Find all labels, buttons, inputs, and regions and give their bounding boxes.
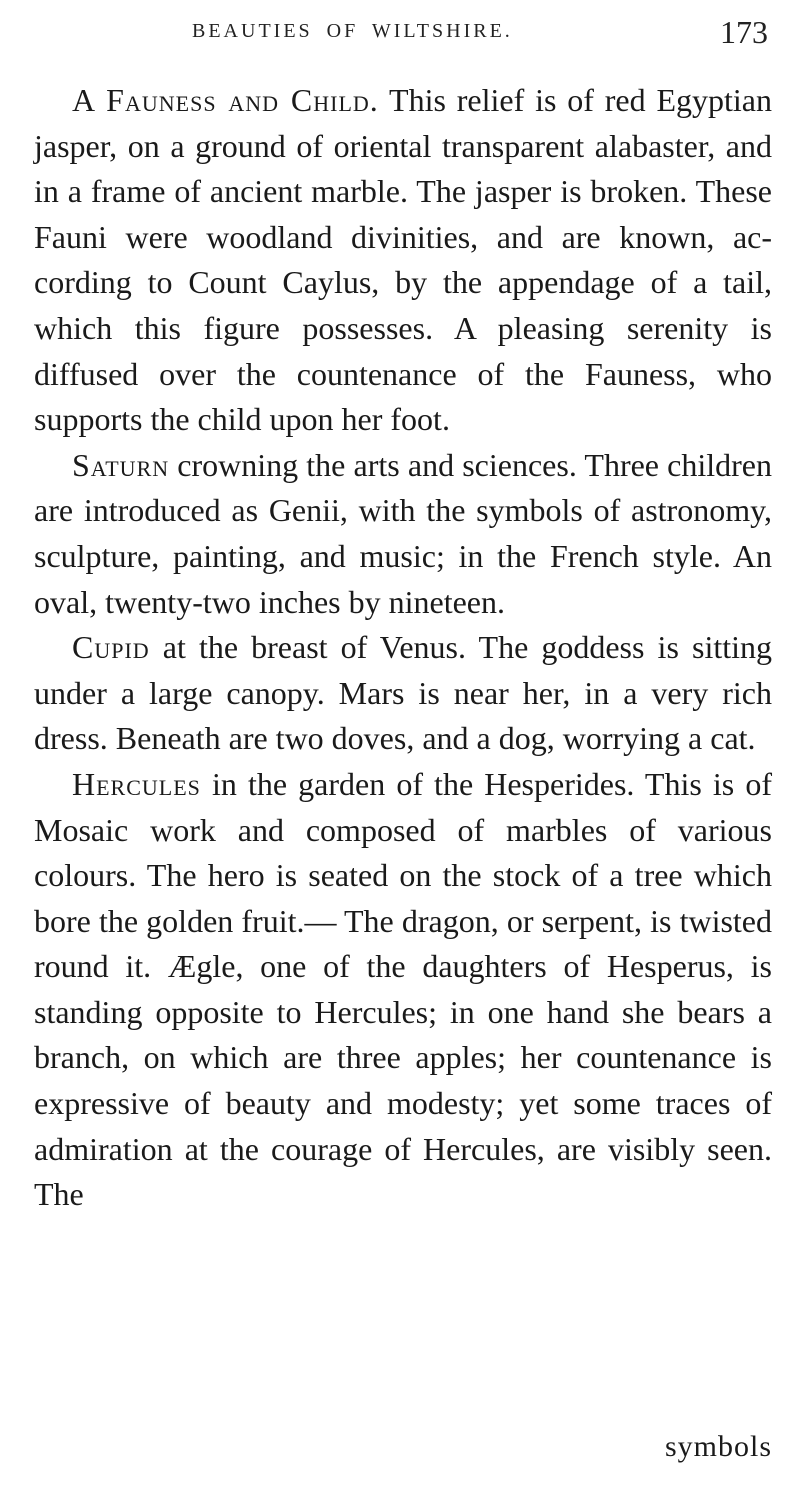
paragraph-lead: Hercules — [72, 765, 201, 802]
paragraph-lead: Cupid — [72, 629, 150, 666]
paragraph-text: crowning the arts and sciences. Three children are introduced as Genii, with the symbols of astronomy, sculpture, painting, and music; in the French style. An oval, twenty-two inches by nineteen. — [34, 446, 772, 620]
paragraph-hercules — [34, 762, 772, 1218]
paragraph-text: This relief is of red Egyptian jasper, on a ground of oriental transparent alabaster, and in a frame of ancient marble. The jasper is broken. These Fauni were woodland divinities, and are known, according to Count Caylus, by the appendage of a tail, which this figure possesses. A pleasing serenity is diffused over the countenance of the Fauness, who supports the child upon her foot. — [34, 82, 773, 438]
paragraph-text: in the garden of the Hesperides. This is of Mosaic work and composed of marbles of various colours. The hero is seated on the stock of a tree which bore the golden fruit.— The dragon, or serpent, is twisted round it. Ægle, one of the daughters of Hesperus, is standing opposite to Hercules; in one hand she bears a branch, on which are three apples; her countenance is expressive of beauty and modesty; yet some traces of admiration at the courage of Hercules, are visibly seen. The — [34, 765, 772, 1213]
paragraph-fauness-and-child — [34, 78, 772, 443]
catchword: symbols — [664, 1430, 772, 1463]
paragraph-cupid — [34, 625, 772, 762]
paragraph-text: at the breast of Venus. The goddess is sitting under a large canopy. Mars is near her, in a very rich dress. Beneath are two doves, and a dog, worrying a cat. — [34, 629, 772, 757]
paragraph-saturn — [34, 443, 772, 625]
body-text — [34, 78, 772, 1218]
paragraph-lead: Saturn — [72, 446, 170, 483]
page-number: 173 — [720, 14, 768, 50]
running-title: BEAUTIES OF WILTSHIRE. — [192, 20, 513, 42]
paragraph-lead: A Fauness and Child. — [72, 82, 379, 118]
